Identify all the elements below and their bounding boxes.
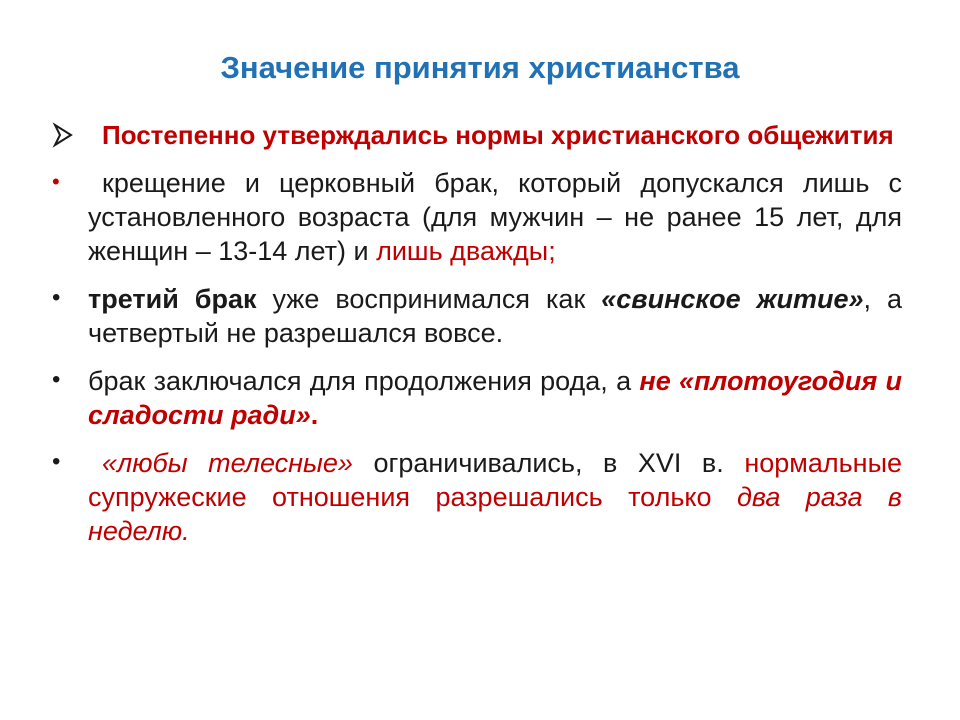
bullet-text-red-bold: . (310, 400, 319, 430)
bullet-text: , а четвертый не разрешался вовсе. (88, 284, 902, 348)
bullet-text-red: лишь дважды; (376, 236, 556, 266)
bullet-text-bold: третий брак (88, 284, 257, 314)
bullet-text-red-bold-italic: не «плотоугодия и сладости ради» (88, 366, 902, 430)
bullet-text: крещение и церковный брак, который допускался лишь с установленного возраста (для мужчин – не ранее 15 лет, для женщин – 13-14 лет) и (88, 168, 902, 266)
bullet-text: брак заключался для продолжения рода, а (88, 366, 640, 396)
bullet-text: ограничивались, в XVI в. (352, 448, 745, 478)
bullet-heading-text: Постепенно утверждались нормы христианского общежития (102, 120, 894, 150)
dot-bullet-icon: • (52, 448, 61, 475)
bullet-text-red-italic: «любы телесные» (102, 448, 353, 478)
bullet-item-third-marriage (52, 282, 902, 350)
bullet-text-red-italic: два раза в неделю. (88, 482, 902, 546)
slide-title: Значение принятия христианства (220, 50, 740, 85)
bullet-item-carnal (52, 446, 902, 548)
bullet-text: уже воспринимался как (256, 284, 602, 314)
dot-bullet-icon: • (52, 366, 61, 393)
bullet-item-purpose (52, 364, 902, 432)
bullet-item-baptism (52, 166, 902, 268)
dot-bullet-icon: • (52, 284, 61, 311)
arrow-bullet-icon (52, 118, 80, 157)
bullet-list (52, 118, 902, 562)
bullet-text-red: нормальные супружеские отношения разрешались только (88, 448, 902, 512)
bullet-text-bold-italic: «свинское житие» (601, 284, 864, 314)
dot-bullet-icon: • (52, 169, 60, 194)
bullet-item-heading (52, 118, 902, 152)
